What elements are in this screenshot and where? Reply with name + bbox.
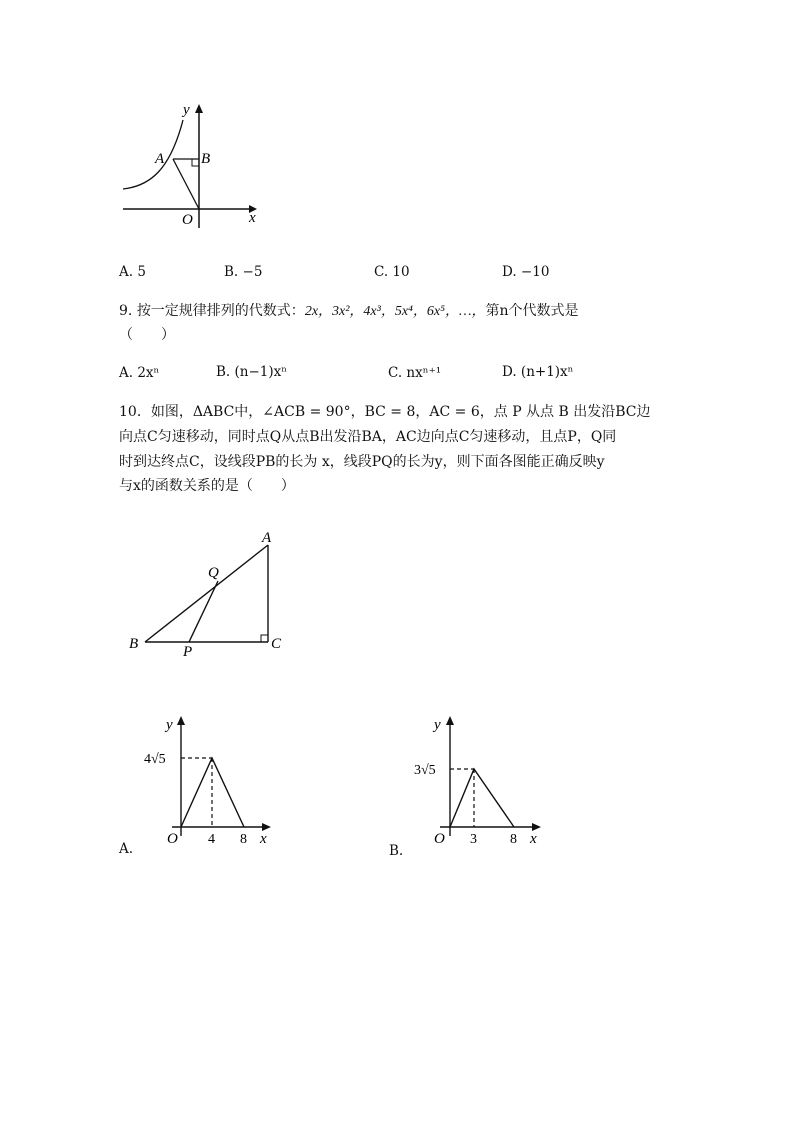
hyperbola-curve	[123, 120, 183, 189]
graph-a-x-label: x	[260, 831, 267, 847]
graph-b-x-arrow	[532, 823, 541, 831]
q8-option-a: A. 5	[119, 264, 146, 280]
graph-a	[140, 712, 280, 852]
q9-sequence: 2x，3x²，4x³，5x⁴，6x⁵，…，	[304, 304, 486, 319]
graph-a-y-label: y	[166, 717, 173, 733]
label-B: B	[201, 151, 211, 167]
y-axis-arrow	[195, 104, 203, 113]
graph-b-origin: O	[434, 831, 445, 847]
label-triangle-B: B	[129, 636, 139, 652]
q10-line-1: 10．如图，ΔABC中，∠ACB = 90°，BC = 8，AC = 6，点 P 从点 B 出发沿BC边	[119, 404, 651, 420]
label-triangle-C: C	[271, 636, 282, 652]
q9-option-d: D. (n+1)xⁿ	[502, 364, 574, 380]
q8-option-c: C. 10	[374, 264, 410, 280]
q9-option-b: B. (n−1)xⁿ	[216, 364, 288, 380]
graph-b-x-label: x	[530, 831, 537, 847]
graph-b-y-label: y	[434, 717, 441, 733]
right-angle-mark-c	[261, 635, 268, 642]
graph-b-peak-y: 3√5	[414, 763, 436, 778]
segment-PQ	[189, 581, 218, 642]
q9-option-a: A. 2xⁿ	[119, 365, 160, 381]
graph-a-peak-x: 4	[208, 832, 215, 847]
label-triangle-P: P	[183, 644, 193, 660]
graph-a-option-label: A.	[119, 841, 134, 857]
q8-option-d: D. −10	[502, 264, 550, 280]
q9-option-c: C. nxⁿ⁺¹	[388, 365, 442, 381]
q9-blank: （ ）	[119, 327, 175, 343]
q9-stem	[119, 304, 579, 319]
graph-b	[410, 712, 560, 852]
q10-line-2: 向点C匀速移动，同时点Q从点B出发沿BA，AC边向点C匀速移动，且点P，Q同	[119, 429, 617, 445]
q10-line-3: 时到达终点C，设线段PB的长为 x，线段PQ的长为y，则下面各图能正确反映y	[119, 454, 605, 470]
q9-stem-suffix: 第n个代数式是	[485, 303, 579, 319]
graph-b-line	[450, 769, 514, 827]
q9-stem-prefix: 按一定规律排列的代数式：	[136, 303, 305, 319]
figure-triangle	[125, 530, 295, 665]
q9-number: 9.	[119, 303, 133, 319]
graph-a-y-arrow	[177, 716, 185, 725]
graph-a-end-x: 8	[240, 832, 247, 847]
graph-a-x-arrow	[262, 823, 271, 831]
q8-option-b: B. −5	[224, 264, 263, 280]
graph-b-option-label: B.	[389, 843, 404, 859]
label-O: O	[182, 212, 193, 228]
graph-b-y-arrow	[446, 716, 454, 725]
q10-line-4: 与x的函数关系的是（ ）	[119, 478, 295, 494]
label-y: y	[183, 102, 190, 118]
graph-a-peak-y: 4√5	[144, 752, 166, 767]
graph-b-peak-x: 3	[470, 832, 477, 847]
label-x: x	[249, 210, 256, 226]
graph-b-end-x: 8	[510, 832, 517, 847]
label-triangle-Q: Q	[208, 565, 219, 581]
figure-hyperbola	[115, 100, 275, 240]
side-AB	[145, 545, 268, 642]
right-angle-mark	[192, 159, 199, 166]
graph-a-origin: O	[167, 831, 178, 847]
label-triangle-A: A	[262, 530, 272, 546]
label-A: A	[155, 151, 165, 167]
